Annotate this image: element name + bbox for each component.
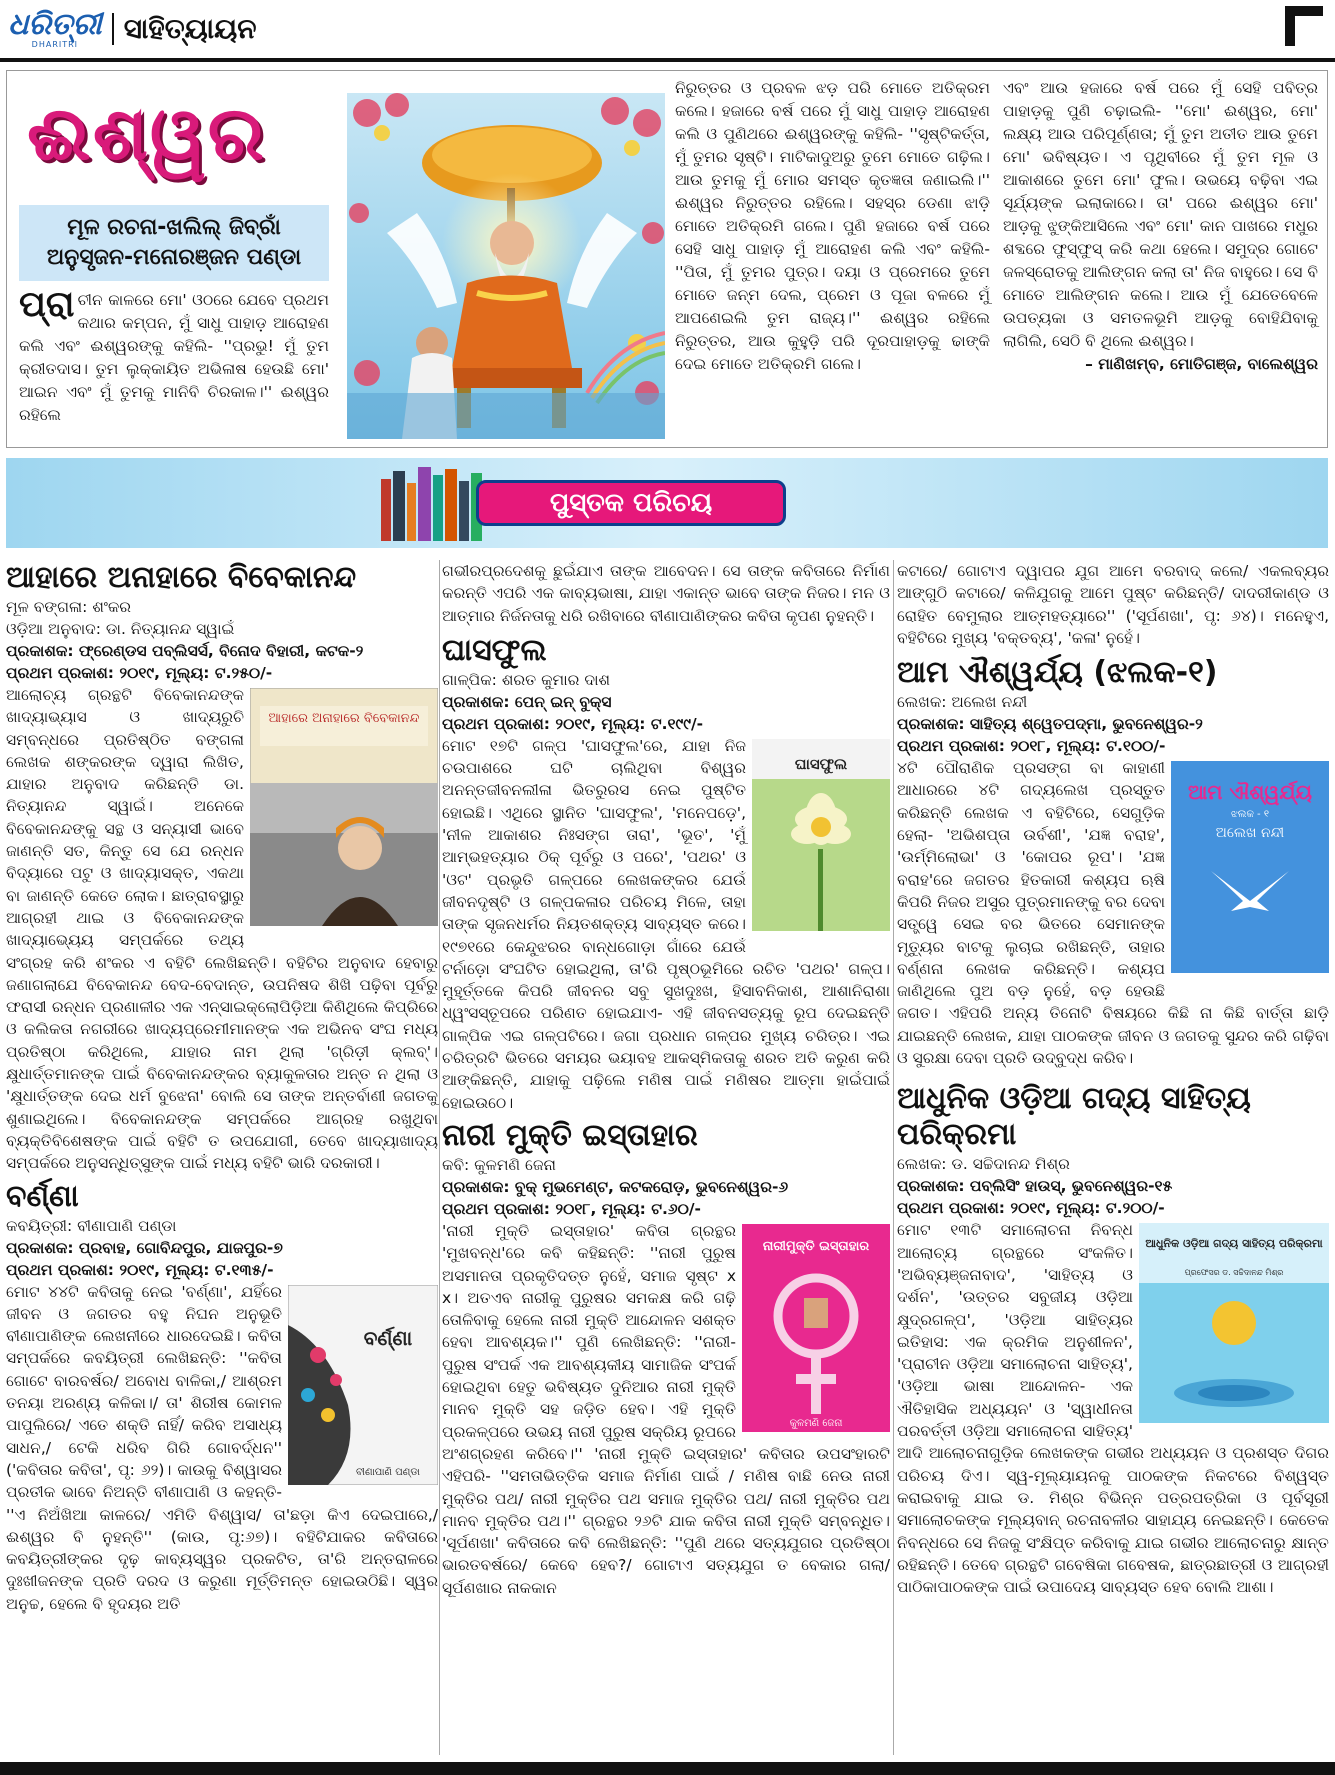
book-meta: ମୂଳ ବଙ୍ଗଳା: ଶଂକର — [6, 598, 132, 616]
newspaper-logo — [8, 6, 102, 49]
masthead — [0, 0, 1335, 58]
logo-subtext: DHARITRI — [31, 39, 79, 49]
book-review-text: ମୋଟ ୧୩ଟି ସମାଲୋଚନା ନିବନ୍ଧ ଆଲୋଚ୍ୟ ଗ୍ରନ୍ଥରେ ସଂକଳିତ। 'ଅଭିବ୍ୟଞ୍ଜନାବାଦ', 'ସାହିତ୍ୟ ଓ ଦର୍ଶନ', 'ଉତ୍ତର ସବୁଜୀୟ ଓଡ଼ିଆ କ୍ଷୁଦ୍ରଗଳ୍ପ', 'ଓଡ଼ିଆ ସାହିତ୍ୟର ଇତିହାସ: ଏକ କ୍ରମିକ ଅନୁଶୀଳନ', 'ପ୍ରାଚୀନ ଓଡ଼ିଆ ସମାଲୋଚନା ସାହିତ୍ୟ', 'ଓଡ଼ିଆ ଭାଷା ଆନ୍ଦୋଳନ- ଏକ ଐତିହାସିକ ଅଧ୍ୟୟନ' ଓ 'ସ୍ୱାଧୀନତା ପରବର୍ତ୍ତୀ ଓଡ଼ିଆ ସମାଲୋଚନା ସାହିତ୍ୟ' ଆଦି ଆଲୋଚନାଗୁଡ଼ିକ ଲେଖକଙ୍କ ଗଭୀର ଅଧ୍ୟୟନ ଓ ପ୍ରଶସ୍ତ ଦିଗର ପରିଚୟ ଦିଏ। ସ୍ୱ-ମୂଲ୍ୟାୟନକୁ ପାଠକଙ୍କ ନିକଟରେ ବିଶ୍ୱସ୍ତ କରାଇବାକୁ ଯାଇ ଡ. ମିଶ୍ର ବିଭିନ୍ନ ପତ୍ରପତ୍ରିକା ଓ ପୂର୍ବସୂରୀ ସମାଲୋଚକଙ୍କ ମୂଲ୍ୟବାନ୍ ରଚନାବଳୀର ସାହାଯ୍ୟ ନେଇଛନ୍ତି। କେତେକ ନିବନ୍ଧରେ ସେ ନିଜକୁ ସଂକ୍ଷିପ୍ତ କରିବାକୁ ଯାଇ ଗଭୀର ଆଲୋଚନାରୁ କ୍ଷାନ୍ତ ରହିଛନ୍ତି। ତେବେ ଗ୍ରନ୍ଥଟି ଗବେଷିକା ଗବେଷକ, ଛାତ୍ରଛାତ୍ରୀ ଓ ଆଗ୍ରହୀ ପାଠିକାପାଠକଙ୍କ ପାଇଁ ଉପାଦେୟ ସାବ୍ୟସ୍ତ ହେବ ବୋଲି ଆଶା। — [897, 1221, 1329, 1597]
cover-title: ଆମ ଐଶ୍ୱର୍ଯ୍ୟ — [1188, 780, 1312, 805]
book-review-text: ଆଲୋଚ୍ୟ ଗ୍ରନ୍ଥଟି ବିବେକାନନ୍ଦଙ୍କ ଖାଦ୍ୟାଭ୍ୟାସ ଓ ଖାଦ୍ୟରୁଚି ସମ୍ବନ୍ଧରେ ପ୍ରତିଷ୍ଠିତ ବଙ୍ଗଳା ଲେଖକ ଶଙ୍କରଙ୍କ ଦ୍ୱାରା ଲିଖିତ, ଯାହାର ଅନୁବାଦ କରିଛନ୍ତି ଡା. ନିତ୍ୟାନନ୍ଦ ସ୍ୱାଇଁ। ଅନେକେ ବିବେକାନନ୍ଦଙ୍କୁ ସନ୍ଥ ଓ ସନ୍ୟାସୀ ଭାବେ ଜାଣନ୍ତି ସତ, କିନ୍ତୁ ସେ ଯେ ରନ୍ଧନ ବିଦ୍ୟାରେ ପଟୁ ଓ ଖାଦ୍ୟାସକ୍ତ, ଏକଥା ବା ଜାଣନ୍ତି କେତେ ଲୋକ। ଛାତ୍ରାବସ୍ଥାରୁ ଆଗ୍ରହୀ ଥାଇ ଓ ବିବେକାନନ୍ଦଙ୍କ ଖାଦ୍ୟାଭ୍ୟେୟ ସମ୍ପର୍କରେ ତଥ୍ୟ ସଂଗ୍ରହ କରି ଶଂକର ଏ ବହିଟି ଲେଖିଛନ୍ତି। ବହିଟିର ଅନୁବାଦ ହେବାରୁ ଜଣାଗଲାଯେ ବିବେକାନନ୍ଦ ବେଦ-ବେଦାନ୍ତ, ଉପନିଷଦ ଶିଖି ପଢ଼ିବା ପୂର୍ବରୁ ଫରାସୀ ରନ୍ଧନ ପ୍ରଣାଳୀର ଏକ ଏନ୍‌ସାଇକ୍ଲୋପିଡ଼ିଆ କିଣିଥିଲେ କିପ୍ରିରେ ଓ କଲିକତା ନଗରୀରେ ଖାଦ୍ୟପ୍ରେମୀମାନଙ୍କ ଏକ ଅଭିନବ ସଂଘ ମଧ୍ୟ ପ୍ରତିଷ୍ଠା କରିଥିଲେ, ଯାହାର ନାମ ଥିଲା 'ଗ୍ରିଡ଼ୀ କ୍ଲବ୍'। କ୍ଷୁଧାର୍ତ୍ତମାନଙ୍କ ପାଇଁ ବିବେକାନନ୍ଦଙ୍କର ବ୍ୟାକୁଳତାର ଅନ୍ତ ନ ଥିଲା ଓ 'କ୍ଷୁଧାର୍ତ୍ତଙ୍କ ଦେଇ ଧର୍ମ ବୁଝେନା' ବୋଲି ସେ ତାଙ୍କ ଅନ୍ତର୍ବାଣୀ ଜଗତକୁ ଶୁଣାଇଥିଲେ। ବିବେକାନନ୍ଦଙ୍କ ସମ୍ପର୍କରେ ଆଗ୍ରହ ରଖୁଥିବା ବ୍ୟକ୍ତିବିଶେଷଙ୍କ ପାଇଁ ବହିଟି ତ ଉପଯୋଗୀ, ତେବେ ଖାଦ୍ୟାଖାଦ୍ୟ ସମ୍ପର୍କରେ ଅନୁସନ୍ଧିତ୍ସୁଙ୍କ ପାଇଁ ମଧ୍ୟ ବହିଟି ଭାରି ଦରକାରୀ। — [6, 686, 438, 1173]
cover-title: ଆଧୁନିକ ଓଡ଼ିଆ ଗଦ୍ୟ ସାହିତ୍ୟ ପରିକ୍ରମା — [1145, 1237, 1323, 1251]
book-cover — [1171, 761, 1329, 977]
article-isvara — [6, 70, 1328, 448]
continued-text: କଟାରେ/ ଗୋଟାଏ ଦ୍ୱାପର ଯୁଗ ଆମେ ବରବାଦ୍ କଲେ/ ଏକଲବ୍ୟର ଆଙ୍ଗୁଠି କଟାରେ/ କଳିଯୁଗକୁ ଆମେ ପୁଷ୍ଟ କରିଛନ୍ତି/ ଦାଦରୀକାଣ୍ଡ ଓ ରୋହିତ ବେମୁଲାର ଆତ୍ମହତ୍ୟାରେ'' ('ସୂର୍ପଣଖା', ପୃ: ୬୪)। ମନେହୁଏ, ବହିଟିରେ ମୁଖ୍ୟ 'ବକ୍ତବ୍ୟ', 'କଳା' ନୁହେଁ। — [897, 562, 1329, 647]
book-price: ପ୍ରଥମ ପ୍ରକାଶ: ୨୦୧୮, ମୂଲ୍ୟ: ଟ.୬୦/- — [442, 1199, 701, 1218]
book-cover — [752, 739, 890, 935]
article-signature: – ମାଣିଖମ୍ବ, ମୋତିଗଞ୍ଜ, ବାଲେଶ୍ୱର — [1085, 355, 1318, 373]
book-cover — [288, 1285, 438, 1489]
article-painting — [347, 93, 665, 439]
continued-text: ଗଭୀରପ୍ରଦେଶକୁ ଛୁଇଁଯାଏ ତାଙ୍କ ଆବେଦନ। ସେ ତାଙ୍କ କବିତାରେ ନିର୍ମାଣ କରନ୍ତି ଏପରି ଏକ କାବ୍ୟଭାଷା, ଯାହା ଏକାନ୍ତ ଭାବେ ତାଙ୍କ ନିଜର। ମନ ଓ ଆତ୍ମାର ନିର୍ଜନତାକୁ ଧରି ରଖିବାରେ ବୀଣାପାଣିଙ୍କର କବିତା କୃପଣ ନୁହନ୍ତି। — [442, 562, 890, 625]
cover-author: କୁଳମଣି ଜେନା — [789, 1417, 843, 1429]
book-title: ଆମ ଐଶ୍ୱର୍ଯ୍ୟ (ଝଲକ-୧) — [897, 655, 1218, 691]
logo-text: ଧରିତ୍ରୀ — [8, 6, 102, 42]
article-text-2: ନିରୁତ୍ତର ଓ ପ୍ରବଳ ଝଡ଼ ପରି ମୋତେ ଅତିକ୍ରମ କଲେ। ହଜାରେ ବର୍ଷ ପରେ ମୁଁ ସାଧୁ ପାହାଡ଼ ଆରୋହଣ କଲି ଓ ପୁଣିଥରେ ଈଶ୍ୱରଙ୍କୁ କହିଲି- ''ସୃଷ୍ଟିକର୍ତ୍ତା, ମୁଁ ତୁମର ସୃଷ୍ଟି। ମାଟିକାଦୁଅରୁ ତୁମେ ମୋତେ ଗଢ଼ିଲ। ଆଉ ତୁମକୁ ମୁଁ ମୋର ସମସ୍ତ କୃତଜ୍ଞତା ଜଣାଇଲି।'' ଈଶ୍ୱର ନିରୁତ୍ତର ରହିଲେ। ସହସ୍ର ଡେଣା ଝାଡ଼ି ମୋତେ ଅତିକ୍ରମି ଗଲେ। ପୁଣି ହଜାରେ ବର୍ଷ ପରେ ସେହି ସାଧୁ ପାହାଡ଼ ମୁଁ ଆରୋହଣ କଲି ଏବଂ କହିଲି- ''ପିତା, ମୁଁ ତୁମର ପୁତ୍ର। ଦୟା ଓ ପ୍ରେମରେ ତୁମେ ମୋତେ ଜନ୍ମ ଦେଲ, ପ୍ରେମ ଓ ପୂଜା ବଳରେ ମୁଁ ଆପଣେଇଲି ତୁମ ରାଜ୍ୟ।'' ଈଶ୍ୱର ରହିଲେ ନିରୁତ୍ତର, ଆଉ କୁହୁଡ଼ି ପରି ଦୂରପାହାଡ଼କୁ ଢାଙ୍କି ଦେଇ ମୋତେ ଅତିକ୍ରମି ଗଲେ। — [675, 79, 990, 373]
article-text-1: ଚୀନ କାଳରେ ମୋ' ଓଠରେ ଯେବେ ପ୍ରଥମ କଥାର କମ୍ପନ, ମୁଁ ସାଧୁ ପାହାଡ଼ ଆରୋହଣ କଲି ଏବଂ ଈଶ୍ୱରଙ୍କୁ କହିଲି- ''ପ୍ରଭୁ! ମୁଁ ତୁମ କ୍ରୀତଦାସ। ତୁମ ଲୁକ୍କାୟିତ ଅଭିଳାଷ ହେଉଛି ମୋ' ଆଇନ ଏବଂ ମୁଁ ତୁମକୁ ମାନିବି ଚିରକାଳ।'' ଈଶ୍ୱର ରହିଲେ — [19, 291, 329, 424]
cover-title: ଘାସଫୁଲ — [794, 754, 848, 773]
masthead-rule — [0, 58, 1335, 62]
book-review-label: ପୁସ୍ତକ ପରିଚୟ — [476, 480, 786, 526]
book-price: ପ୍ରଥମ ପ୍ରକାଶ: ୨୦୧୯, ମୂଲ୍ୟ: ଟ.୧୩୫/- — [6, 1260, 274, 1279]
book-review-text: ମୋଟ ୪୪ଟି କବିତାକୁ ନେଇ 'ବର୍ଣ୍ଣା', ଯହିଁରେ ଜୀବନ ଓ ଜଗତର ବହୁ ନିଘନ ଅନୁଭୂତି ବୀଣାପାଣିଙ୍କ ଲେଖନୀରେ ଧାରଦେଇଛି। କବିତା ସମ୍ପର୍କରେ କବୟିତ୍ରୀ ଲେଖିଛନ୍ତି: ''କବିତା ଗୋଟେ ବାରବର୍ଷର/ ଅବୋଧ ବାଳିକା,/ ଆଶ୍ରମ ତନୟା ଅରଣ୍ୟ କଳିକା।/ ତା' ଶିରୀଷ କୋମଳ ପାପୁଲିରେ/ ଏତେ ଶକ୍ତି ନାହିଁ/ କରିବ ଅସାଧ୍ୟ ସାଧନ,/ ଟେକି ଧରିବ ଗିରି ଗୋବର୍ଦ୍ଧନ'' ('କବିତାର କବିତା', ପୃ: ୬୨)। କାଉକୁ ବିଶ୍ୱାସର ପ୍ରତୀକ ଭାବେ ନିଅନ୍ତି ବୀଣାପାଣି ଓ କହନ୍ତି- ''ଏ ନିଅଁଖିଆ କାଳରେ/ ଏମିତି ବିଶ୍ୱାସ/ ତା'ଛଡ଼ା କିଏ ଦେଇପାରେ,/ ଈଶ୍ୱର ବି ନୁହନ୍ତି'' (କାଉ, ପୃ:୬୭)। ବହିଟିଯାକର କବିତାରେ କବୟିତ୍ରୀଙ୍କର ଦୃଢ଼ କାବ୍ୟସ୍ୱର ପ୍ରକଟିତ, ତା'ରି ଅନ୍ତରାଳରେ ଦୁଃଖୀଜନଙ୍କ ପ୍ରତି ଦରଦ ଓ କରୁଣା ମୂର୍ତ୍ତିମନ୍ତ ହୋଇଉଠିଛି। ସ୍ୱର ଅନୁଚ୍ଚ, ହେଲେ ବି ହୃଦୟର ଅତି — [6, 1282, 438, 1613]
cover-title: ବର୍ଣ୍ଣା — [363, 1325, 413, 1350]
book-cover — [250, 688, 438, 930]
article-column-2 — [675, 77, 990, 376]
book-publisher: ପ୍ରକାଶକ: ଫ୍ରେଣ୍ଡସ ପବ୍ଲିସର୍ସ, ବିନୋଦ ବିହାରୀ, କଟକ-୨ — [6, 642, 364, 660]
cover-title: ଆହାରେ ଅନାହାରେ ବିବେକାନନ୍ଦ — [268, 711, 420, 726]
book-title: ନାରୀ ମୁକ୍ତି ଇସ୍ତାହାର — [442, 1117, 698, 1153]
books-icon — [381, 461, 491, 541]
book-publisher: ପ୍ରକାଶକ: ସାହିତ୍ୟ ଶ୍ୱେତପଦ୍ମା, ଭୁବନେଶ୍ୱର-୨ — [897, 715, 1203, 734]
book-title: ଆଧୁନିକ ଓଡ଼ିଆ ଗଦ୍ୟ ସାହିତ୍ୟ ପରିକ୍ରମା — [897, 1081, 1251, 1153]
book-meta: ଗାଳ୍ପିକ: ଶରତ କୁମାର ଦାଶ — [442, 670, 611, 689]
book-review-text: ମୋଟ ୧୭ଟି ଗଳ୍ପ 'ଘାସଫୁଲ'ରେ, ଯାହା ନିଜ ଚଉପାଶରେ ଘଟି ଚାଲିଥିବା ବିଶ୍ୱର ଅନନ୍ତଜୀବନଲୀଳା ଭିତରୁରସ ନେଇ ପୁଷ୍ଟିତ ହୋଇଛି। ଏଥିରେ ସ୍ଥାନିତ 'ଘାସଫୁଲ', 'ମନେପଡ଼େ', 'ନୀଳ ଆକାଶର ନିଃସଙ୍ଗ ତାରା', 'ଭୂତ', 'ମୁଁ ଆମ୍ଭହତ୍ୟାର ଠିକ୍ ପୂର୍ବରୁ ଓ ପରେ', 'ପଥର' ଓ 'ଓଟ' ପ୍ରଭୃତି ଗଳ୍ପରେ ଲେଖକଙ୍କର ଯେଉଁ ଜୀବନଦୃଷ୍ଟି ଓ ଗଳ୍ପକଳାର ପରିଚୟ ମିଳେ, ତାହା ତାଙ୍କ ସୃଜନଧର୍ମର ନିୟତଶକ୍ତ୍ୟ ସାବ୍ୟସ୍ତ କରେ। ୧୯୭୧ରେ କେନ୍ଦୁଝରର ବାନ୍ଧଗୋଡ଼ା ଗାଁରେ ଯେଉଁ ଟର୍ନାଡ଼ୋ ସଂଘଟିତ ହୋଇଥିଲା, ତା'ରି ପୃଷ୍ଠଭୂମିରେ ରଚିତ 'ପଥର' ଗଳ୍ପ। ମୁହୂର୍ତ୍ତକେ କିପରି ଜୀବନର ସବୁ ସୁଖଦୁଃଖ, ହିସାବନିକାଶ, ଆଶାନିରାଶା ଧ୍ୱଂସସ୍ତୂପରେ ପରିଣତ ହୋଇଯାଏ- ଏହି ଜୀବନସତ୍ୟକୁ ରୂପ ଦେଇଛନ୍ତି ଗାଳ୍ପିକ ଏଇ ଗଳ୍ପଟିରେ। ଜଗା ପ୍ରଧାନ ଗଳ୍ପର ମୁଖ୍ୟ ଚରିତ୍ର। ଏଇ ଚରିତ୍ରଟି ଭିତରେ ସମୟର ଭୟାବହ ଆକସ୍ମିକତାକୁ ଶରତ ଅତି କରୁଣ କରି ଆଙ୍କିଛନ୍ତି, ଯାହାକୁ ପଢ଼ିଲେ ମଣିଷ ପାଇଁ ମଣିଷର ଆତ୍ମା ହାଇଁପାଇଁ ହୋଇଉଠେ। — [442, 736, 890, 1112]
cover-author: ପ୍ରଫେସର ଡ. ସଚ୍ଚିଦାନନ୍ଦ ମିଶ୍ର — [1184, 1268, 1284, 1278]
book-meta: ଲେଖକ: ଡ. ସଚ୍ଚିଦାନନ୍ଦ ମିଶ୍ର — [897, 1155, 1070, 1174]
book-review-text: ୪ଟି ପୌରାଣିକ ପ୍ରସଙ୍ଗ ବା କାହାଣୀ ଆଧାରରେ ୪ଟି ଗଦ୍ୟଲେଖ ପ୍ରସ୍ତୁତ କରିଛନ୍ତି ଲେଖକ ଏ ବହିଟିରେ, ସେଗୁଡ଼ିକ ହେଲା- 'ଅଭିଶପ୍ତା ଉର୍ବଶୀ', 'ଯଜ୍ଞ ବରାହ', 'ଉର୍ମ୍ମିଲୋଭା' ଓ 'କୋପର ରୂପ'। 'ଯଜ୍ଞ ବରାହ'ରେ ଜଗତର ହିତକାରୀ କଶ୍ୟପ ଋଷି କିପରି ନିଜର ଅସୁର ପୁତ୍ରମାନଙ୍କୁ ବର ଦେବା ସତ୍ତ୍ୱେ ସେଇ ବର ଭିତରେ ସେମାନଙ୍କ ମୃତ୍ୟୁର ବାଟକୁ ଲୁଚାଇ ରଖିଛନ୍ତି, ତାହାର ବର୍ଣ୍ଣନା ଲେଖକ କରିଛନ୍ତି। କଶ୍ୟପ ଜାଣିଥିଲେ ପୁଅ ବଡ଼ ନୁହେଁ, ବଡ଼ ହେଉଛି ଜଗତ। ଏହିପରି ଅନ୍ୟ ତିନୋଟି ବିଷୟରେ କିଛି ନା କିଛି ବାର୍ତ୍ତା ଛାଡ଼ି ଯାଇଛନ୍ତି ଲେଖକ, ଯାହା ପାଠକଙ୍କ ଜୀବନ ଓ ଜଗତକୁ ସୁନ୍ଦର କରି ଗଢ଼ିବା ଓ ସୁରକ୍ଷା ଦେବା ପ୍ରତି ଉଦ୍ବୁଦ୍ଧ କରିବ। — [897, 759, 1329, 1068]
sage-painting-image — [347, 93, 665, 439]
drop-cap: ପ୍ରା — [19, 284, 75, 325]
book-cover — [742, 1224, 890, 1436]
book-price: ପ୍ରଥମ ପ୍ରକାଶ: ୨୦୧୮, ମୂଲ୍ୟ: ଟ.୧୦୦/- — [897, 737, 1166, 756]
book-title: ଘାସଫୁଲ — [442, 632, 547, 668]
book-review-text: 'ନାରୀ ମୁକ୍ତି ଇସ୍ତାହାର' କବିତା ଗ୍ରନ୍ଥର 'ମୁଖବନ୍ଧ'ରେ କବି କହିଛନ୍ତି: ''ନାରୀ ପୁରୁଷ ଅସମାନତା ପ୍ରକୃତିଦତ୍ତ ନୁହେଁ, ସମାଜ ସୃଷ୍ଟ x x। ଅତଏବ ନାରୀକୁ ପୁରୁଷର ସମକକ୍ଷ କରି ଗଢ଼ି ତୋଳିବାକୁ ହେଲେ ନାରୀ ମୁକ୍ତି ଆନ୍ଦୋଳନ ସଶକ୍ତ ହେବା ଆବଶ୍ୟକ।'' ପୁଣି ଲେଖିଛନ୍ତି: ''ନାରୀ-ପୁରୁଷ ସଂପର୍କ ଏକ ଆବଶ୍ୟକୀୟ ସାମାଜିକ ସଂପର୍କ ହୋଇଥିବା ହେତୁ ଭବିଷ୍ୟତ ଦୁନିଆର ନାରୀ ମୁକ୍ତି ମାନବ ମୁକ୍ତି ସହ ଜଡ଼ିତ ହେବ। ଏହି ମୁକ୍ତି ପ୍ରକଳ୍ପରେ ଉଭୟ ନାରୀ ପୁରୁଷ ସକ୍ରିୟ ରୂପରେ ଅଂଶଗ୍ରହଣ କରିବେ।'' 'ନାରୀ ମୁକ୍ତି ଇସ୍ତାହାର' କବିତାର ଉପସଂହାରଟି ଏହିପରି- ''ସମତାଭିତ୍ତିକ ସମାଜ ନିର୍ମାଣ ପାଇଁ / ମଣିଷ ବାଛି ନେଉ ନାରୀ ମୁକ୍ତିର ପଥ/ ନାରୀ ମୁକ୍ତିର ପଥ ସମାଜ ମୁକ୍ତିର ପଥ/ ନାରୀ ମୁକ୍ତିର ପଥ ମାନବ ମୁକ୍ତିର ପଥ।'' ଗ୍ରନ୍ଥର ୨୬ଟି ଯାକ କବିତା ନାରୀ ମୁକ୍ତି ସମ୍ବନ୍ଧିତ। 'ସୂର୍ପଣଖା' କବିତାରେ କବି ଲେଖିଛନ୍ତି: ''ପୁଣି ଥରେ ସତ୍ୟଯୁଗର ପ୍ରତିଷ୍ଠା ଭାରତବର୍ଷରେ/ କେବେ ହେବ?/ ଗୋଟାଏ ସତ୍ୟଯୁଗ ତ ବେକାର ଗଲା/ ସୂର୍ପଣଖାର ନାକକାନ — [442, 1221, 890, 1597]
book-meta: ଲେଖକ: ଅଲେଖ ନନ୍ଦୀ — [897, 693, 1028, 712]
cover-author: ବୀଣାପାଣି ପଣ୍ଡା — [355, 1466, 421, 1478]
article-column-1 — [19, 284, 329, 427]
article-title: ଈଶ୍ୱର — [27, 91, 266, 177]
column-divider — [893, 560, 894, 1755]
review-column-3 — [897, 560, 1329, 1760]
book-price: ପ୍ରଥମ ପ୍ରକାଶ: ୨୦୧୯, ମୂଲ୍ୟ: ଟ.୨୦୦/- — [897, 1199, 1165, 1218]
page-bottom-rule — [0, 1762, 1335, 1775]
book-title: ଆହାରେ ଅନାହାରେ ବିବେକାନନ୍ଦ — [6, 560, 357, 595]
book-title: ବର୍ଣ୍ଣା — [6, 1178, 79, 1214]
book-meta: ଓଡ଼ିଆ ଅନୁବାଦ: ଡା. ନିତ୍ୟାନନ୍ଦ ସ୍ୱାଇଁ — [6, 620, 235, 638]
cover-title: ନାରୀମୁକ୍ତି ଇସ୍ତାହାର — [762, 1238, 870, 1254]
book-meta: କବୟିତ୍ରୀ: ବୀଣାପାଣି ପଣ୍ଡା — [6, 1216, 177, 1235]
book-meta: କବି: କୁଳମଣି ଜେନା — [442, 1155, 556, 1174]
article-credit-box — [19, 205, 329, 281]
book-price: ପ୍ରଥମ ପ୍ରକାଶ: ୨୦୧୯, ମୂଲ୍ୟ: ଟ.୨୫୦/- — [6, 664, 273, 682]
article-text-3: ଏବଂ ଆଉ ହଜାରେ ବର୍ଷ ପରେ ମୁଁ ସେହି ପବିତ୍ର ପାହାଡ଼କୁ ପୁଣି ଚଢ଼ାଇଲି- ''ମୋ' ଈଶ୍ୱର, ମୋ' ଲକ୍ଷ୍ୟ ଆଉ ପରିପୂର୍ଣ୍ଣତା; ମୁଁ ତୁମ ଅତୀତ ଆଉ ତୁମେ ମୋ' ଭବିଷ୍ୟତ। ଏ ପୃଥିବୀରେ ମୁଁ ତୁମ ମୂଳ ଓ ଆକାଶରେ ତୁମେ ମୋ' ଫୁଲ। ଉଭୟେ ବଢ଼ିବା ଏଇ ସୂର୍ଯ୍ୟଙ୍କ ଇଲାକାରେ। ତା' ପରେ ଈଶ୍ୱର ମୋ' ଆଡ଼କୁ ଝୁଙ୍କିଆସିଲେ ଏବଂ ମୋ' କାନ ପାଖରେ ମଧୁର ଶବ୍ଦରେ ଫୁସ୍‌ଫୁସ୍ କରି କଥା ହେଲେ। ସମୁଦ୍ର ଗୋଟେ ଜଳସ୍ରୋତକୁ ଆଲିଙ୍ଗନ କଲା ତା' ନିଜ ବାହୁରେ। ସେ ବି ମୋତେ ଆଲିଙ୍ଗନ କଲେ। ଆଉ ମୁଁ ଯେତେବେଳେ ଉପତ୍ୟକା ଓ ସମତଳଭୂମି ଆଡ଼କୁ ବୋହିଯିବାକୁ ଲାଗିଲି, ସେଠି ବି ଥିଲେ ଈଶ୍ୱର। — [1003, 79, 1318, 350]
credit-adaptation: ଅନୁସୃଜନ-ମନୋରଞ୍ଜନ ପଣ୍ଡା — [46, 245, 302, 270]
cover-author: ଅଲେଖ ନନ୍ଦୀ — [1215, 825, 1285, 842]
book-cover — [1139, 1223, 1329, 1427]
book-publisher: ପ୍ରକାଶକ: ପେନ୍ ଇନ୍ ବୁକ୍ସ — [442, 692, 612, 711]
credit-original: ମୂଳ ରଚନା-ଖଲିଲ୍ ଜିବ୍ରାଁ — [67, 215, 281, 240]
review-column-2 — [442, 560, 890, 1760]
masthead-separator — [112, 13, 114, 45]
book-price: ପ୍ରଥମ ପ୍ରକାଶ: ୨୦୧୯, ମୂଲ୍ୟ: ଟ.୧୯୯/- — [442, 714, 704, 733]
section-title: ସାହିତ୍ୟାୟନ — [123, 12, 257, 45]
page-corner-mark — [1285, 6, 1323, 46]
book-review-banner — [6, 458, 1328, 548]
book-publisher: ପ୍ରକାଶକ: ବୁକ୍ ମୁଭମେଣ୍ଟ, କଟକରୋଡ଼, ଭୁବନେଶ୍ୱର-୬ — [442, 1177, 789, 1196]
column-divider — [439, 560, 440, 1755]
book-publisher: ପ୍ରକାଶକ: ପବ୍ଲିସିଂ ହାଉସ୍, ଭୁବନେଶ୍ୱର-୧୫ — [897, 1177, 1173, 1196]
article-column-3 — [1003, 77, 1318, 376]
review-column-1 — [6, 560, 438, 1760]
cover-subtitle: ଝଲକ - ୧ — [1230, 809, 1270, 821]
book-publisher: ପ୍ରକାଶକ: ପ୍ରବାହ, ଗୋବିନ୍ଦପୁର, ଯାଜପୁର-୭ — [6, 1238, 283, 1257]
